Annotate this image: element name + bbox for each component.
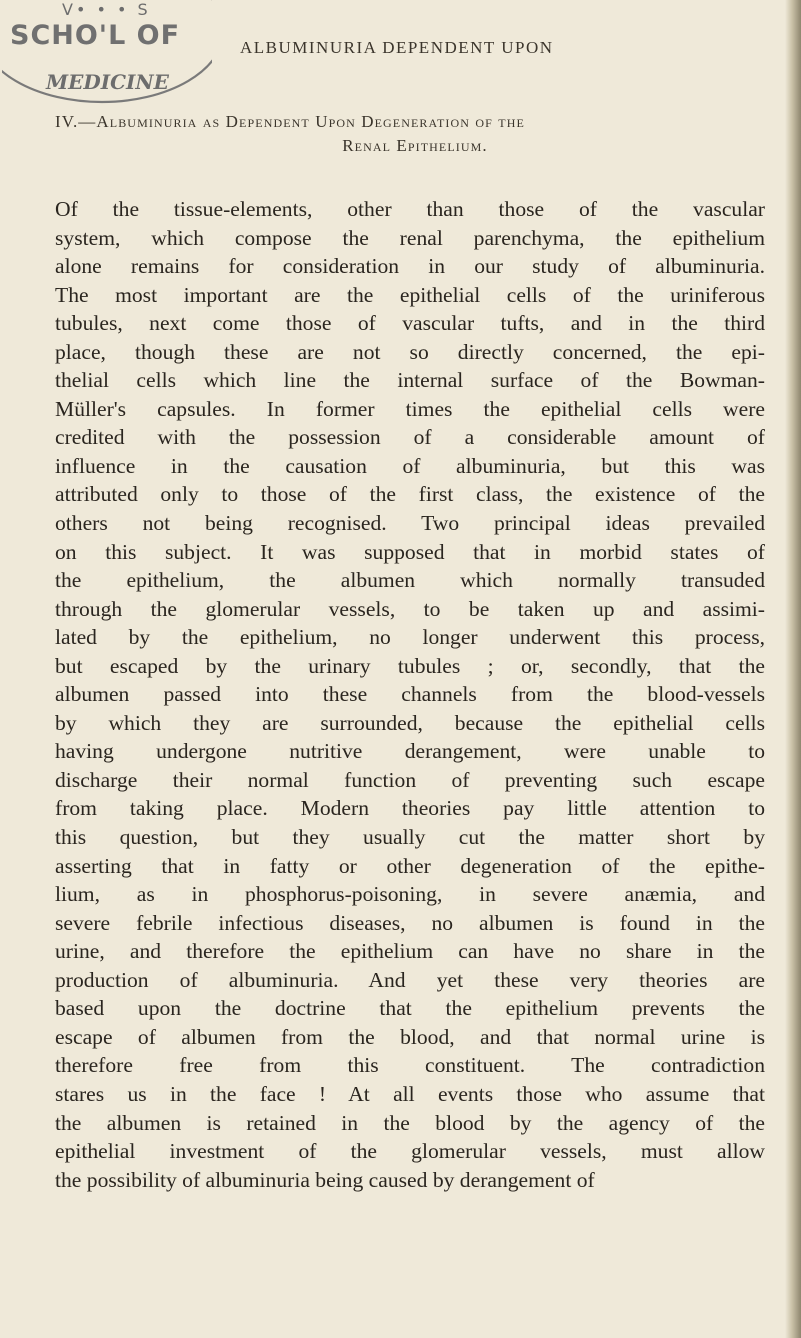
text-line: discharge their normal function of preventing such escape (55, 767, 765, 792)
text-line: the albumen is retained in the blood by the agency of the (55, 1110, 765, 1135)
text-line: production of albuminuria. And yet these very theories are (55, 967, 765, 992)
text-line: based upon the doctrine that the epithelium prevents the (55, 996, 765, 1021)
running-head: ALBUMINURIA DEPENDENT UPON (240, 38, 554, 57)
text-line: from taking place. Modern theories pay little attention to (55, 796, 765, 821)
text-line: place, though these are not so directly concerned, the epi- (55, 339, 765, 364)
stamp-medicine-text: MEDICINE (46, 70, 169, 94)
body-paragraph (55, 195, 765, 1194)
text-line: The most important are the epithelial cells of the uriniferous (55, 282, 765, 307)
text-line: asserting that in fatty or other degeneration of the epithe- (55, 853, 765, 878)
stamp-arc-text: V• • • S (62, 0, 151, 19)
text-line: therefore free from this constituent. The contradiction (55, 1053, 765, 1078)
text-line: by which they are surrounded, because the epithelial cells (55, 710, 765, 735)
text-line: thelial cells which line the internal surface of the Bowman- (55, 368, 765, 393)
text-line: Müller's capsules. In former times the epithelial cells were (55, 396, 765, 421)
page-edge-shadow (785, 0, 801, 1338)
text-line: others not being recognised. Two principal ideas prevailed (55, 511, 765, 536)
text-line: influence in the causation of albuminuria, but this was (55, 453, 765, 478)
text-line: escape of albumen from the blood, and that normal urine is (55, 1024, 765, 1049)
text-line: stares us in the face ! At all events those who assume that (55, 1081, 765, 1106)
text-line: on this subject. It was supposed that in morbid states of (55, 539, 765, 564)
library-stamp (2, 0, 212, 108)
section-heading (55, 110, 775, 158)
text-line: Of the tissue-elements, other than those of the vascular (55, 197, 765, 221)
section-heading-line-2: Renal Epithelium. (342, 136, 488, 155)
text-line: this question, but they usually cut the matter short by (55, 825, 765, 850)
text-line: albumen passed into these channels from the blood-vessels (55, 682, 765, 707)
text-line: lium, as in phosphorus-poisoning, in severe anæmia, and (55, 882, 765, 907)
text-line: through the glomerular vessels, to be taken up and assimi- (55, 596, 765, 621)
text-line: having undergone nutritive derangement, were unable to (55, 739, 765, 764)
text-line: the possibility of albuminuria being caused by derangement of (55, 1167, 595, 1192)
text-line: but escaped by the urinary tubules ; or, secondly, that the (55, 653, 765, 678)
text-line: tubules, next come those of vascular tufts, and in the third (55, 311, 765, 336)
text-line: the epithelium, the albumen which normally transuded (55, 568, 765, 593)
text-line: severe febrile infectious diseases, no albumen is found in the (55, 910, 765, 935)
text-line: alone remains for consideration in our study of albuminuria. (55, 254, 765, 279)
text-line: system, which compose the renal parenchyma, the epithelium (55, 225, 765, 250)
text-line: credited with the possession of a considerable amount of (55, 425, 765, 450)
stamp-library-text: SCHO'L OF (10, 20, 181, 51)
text-line: lated by the epithelium, no longer underwent this process, (55, 625, 765, 650)
section-heading-line-1: IV.—Albuminuria as Dependent Upon Degeneration of the (55, 112, 525, 131)
text-line: epithelial investment of the glomerular vessels, must allow (55, 1139, 765, 1164)
text-line: urine, and therefore the epithelium can have no share in the (55, 939, 765, 964)
text-line: attributed only to those of the first class, the existence of the (55, 482, 765, 507)
